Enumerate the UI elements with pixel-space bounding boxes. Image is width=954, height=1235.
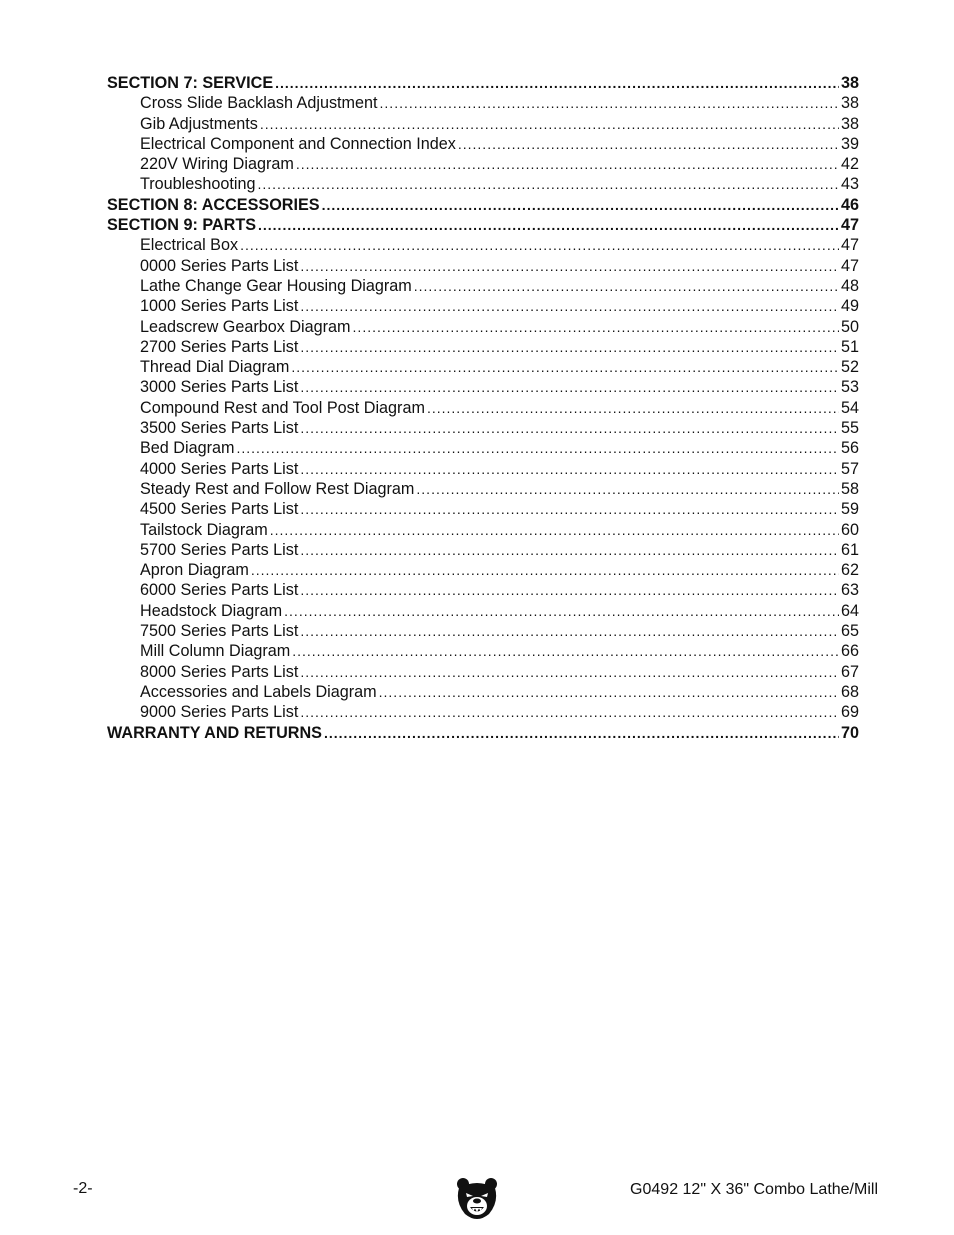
toc-entry[interactable] [107,357,859,377]
toc-entry-page: 64 [840,601,859,620]
toc-entry-page: 47 [840,256,859,275]
toc-entry-page: 62 [840,561,859,580]
dot-leader [379,682,839,702]
toc-entry-page: 54 [840,398,859,417]
toc-entry-page: 66 [840,642,859,661]
toc-entry[interactable] [107,276,859,296]
dot-leader [258,174,839,194]
dot-leader [236,438,839,458]
bear-head-icon [455,1176,499,1222]
dot-leader [416,479,839,499]
toc-entry-label: Apron Diagram [140,561,249,580]
toc-entry[interactable] [107,641,859,661]
toc-entry-label: SECTION 8: ACCESSORIES [107,195,320,214]
toc-entry-page: 65 [840,622,859,641]
toc-entry-label: 9000 Series Parts List [140,703,299,722]
toc-entry[interactable] [107,93,859,113]
toc-entry-page: 49 [840,297,859,316]
toc-entry[interactable] [107,418,859,438]
toc-entry-page: 58 [840,479,859,498]
toc-section-entry[interactable] [107,73,859,93]
dot-leader [270,520,839,540]
dot-leader [292,641,839,661]
toc-entry-page: 51 [840,337,859,356]
dot-leader [300,418,839,438]
dot-leader [240,235,839,255]
toc-entry-label: Electrical Box [140,236,239,255]
dot-leader [324,723,839,743]
toc-entry-label: Headstock Diagram [140,601,283,620]
dot-leader [251,560,839,580]
toc-entry-page: 43 [840,175,859,194]
toc-entry-label: 4000 Series Parts List [140,459,299,478]
dot-leader [300,337,839,357]
toc-entry-page: 38 [840,74,859,92]
dot-leader [300,377,839,397]
dot-leader [300,256,839,276]
toc-entry[interactable] [107,682,859,702]
toc-entry[interactable] [107,154,859,174]
dot-leader [458,134,839,154]
toc-entry-page: 47 [840,236,859,255]
toc-entry-label: 8000 Series Parts List [140,662,299,681]
toc-entry[interactable] [107,377,859,397]
model-title: G0492 12" X 36" Combo Lathe/Mill [630,1181,878,1198]
toc-entry-page: 39 [840,134,859,153]
page-number: -2- [73,1180,93,1197]
dot-leader [300,296,839,316]
toc-entry[interactable] [107,520,859,540]
toc-entry-page: 38 [840,114,859,133]
dot-leader [427,398,839,418]
toc-entry[interactable] [107,317,859,337]
toc-entry-label: Compound Rest and Tool Post Diagram [140,398,425,417]
toc-entry-label: Steady Rest and Follow Rest Diagram [140,479,415,498]
dot-leader [300,621,839,641]
toc-section-entry[interactable] [107,723,859,743]
toc-entry-page: 67 [840,662,859,681]
dot-leader [353,317,839,337]
dot-leader [300,499,839,519]
toc-entry-page: 38 [840,94,859,113]
toc-entry-page: 68 [840,682,859,701]
toc-entry-page: 61 [840,540,859,559]
dot-leader [296,154,839,174]
toc-entry-label: Lathe Change Gear Housing Diagram [140,276,412,295]
toc-entry[interactable] [107,398,859,418]
toc-entry-label: 4500 Series Parts List [140,500,299,519]
toc-entry[interactable] [107,256,859,276]
toc-entry-page: 60 [840,520,859,539]
dot-leader [300,540,839,560]
toc-entry[interactable] [107,134,859,154]
toc-entry[interactable] [107,174,859,194]
dot-leader [414,276,839,296]
toc-entry-label: 220V Wiring Diagram [140,155,294,174]
toc-entry-label: Tailstock Diagram [140,520,268,539]
toc-entry-page: 69 [840,703,859,722]
toc-entry-label: Leadscrew Gearbox Diagram [140,317,351,336]
dot-leader [291,357,839,377]
dot-leader [275,73,839,93]
toc-entry-label: Mill Column Diagram [140,642,291,661]
toc-entry-label: Bed Diagram [140,439,235,458]
dot-leader [284,601,839,621]
toc-entry-label: 0000 Series Parts List [140,256,299,275]
toc-entry-page: 57 [840,459,859,478]
toc-entry-label: Gib Adjustments [140,114,258,133]
toc-entry-page: 52 [840,358,859,377]
toc-entry-label: SECTION 9: PARTS [107,216,256,235]
toc-entry[interactable] [107,601,859,621]
toc-entry-label: 1000 Series Parts List [140,297,299,316]
toc-entry[interactable] [107,235,859,255]
toc-entry-page: 55 [840,419,859,438]
dot-leader [300,459,839,479]
toc-entry-label: 2700 Series Parts List [140,337,299,356]
toc-entry[interactable] [107,296,859,316]
dot-leader [300,580,839,600]
toc-section-entry[interactable] [107,215,859,235]
toc-entry-label: 6000 Series Parts List [140,581,299,600]
toc-entry-page: 50 [840,317,859,336]
dot-leader [260,114,839,134]
toc-entry-page: 48 [840,276,859,295]
table-of-contents [107,73,859,743]
toc-entry[interactable] [107,621,859,641]
toc-entry-page: 47 [840,216,859,235]
toc-entry[interactable] [107,499,859,519]
toc-entry-page: 63 [840,581,859,600]
toc-entry-label: Troubleshooting [140,175,256,194]
toc-entry[interactable] [107,337,859,357]
toc-entry[interactable] [107,540,859,560]
toc-entry-label: Electrical Component and Connection Index [140,134,456,153]
dot-leader [322,195,839,215]
toc-entry[interactable] [107,560,859,580]
toc-entry[interactable] [107,702,859,722]
toc-entry[interactable] [107,459,859,479]
toc-entry-label: Thread Dial Diagram [140,358,290,377]
toc-entry-label: SECTION 7: SERVICE [107,74,274,92]
toc-entry[interactable] [107,114,859,134]
dot-leader [258,215,839,235]
toc-entry-page: 56 [840,439,859,458]
toc-entry[interactable] [107,438,859,458]
toc-entry-page: 70 [840,723,859,742]
toc-entry-label: 3000 Series Parts List [140,378,299,397]
toc-entry-page: 42 [840,155,859,174]
toc-entry-label: 5700 Series Parts List [140,540,299,559]
toc-entry-page: 59 [840,500,859,519]
toc-entry-label: Accessories and Labels Diagram [140,682,377,701]
dot-leader [380,93,839,113]
toc-entry-page: 46 [840,195,859,214]
toc-entry[interactable] [107,662,859,682]
toc-entry-label: WARRANTY AND RETURNS [107,723,322,742]
toc-entry-page: 53 [840,378,859,397]
dot-leader [300,702,839,722]
toc-entry-label: Cross Slide Backlash Adjustment [140,94,378,113]
toc-entry[interactable] [107,580,859,600]
toc-entry-label: 7500 Series Parts List [140,622,299,641]
toc-entry-label: 3500 Series Parts List [140,419,299,438]
dot-leader [300,662,839,682]
toc-entry[interactable] [107,479,859,499]
toc-section-entry[interactable] [107,195,859,215]
